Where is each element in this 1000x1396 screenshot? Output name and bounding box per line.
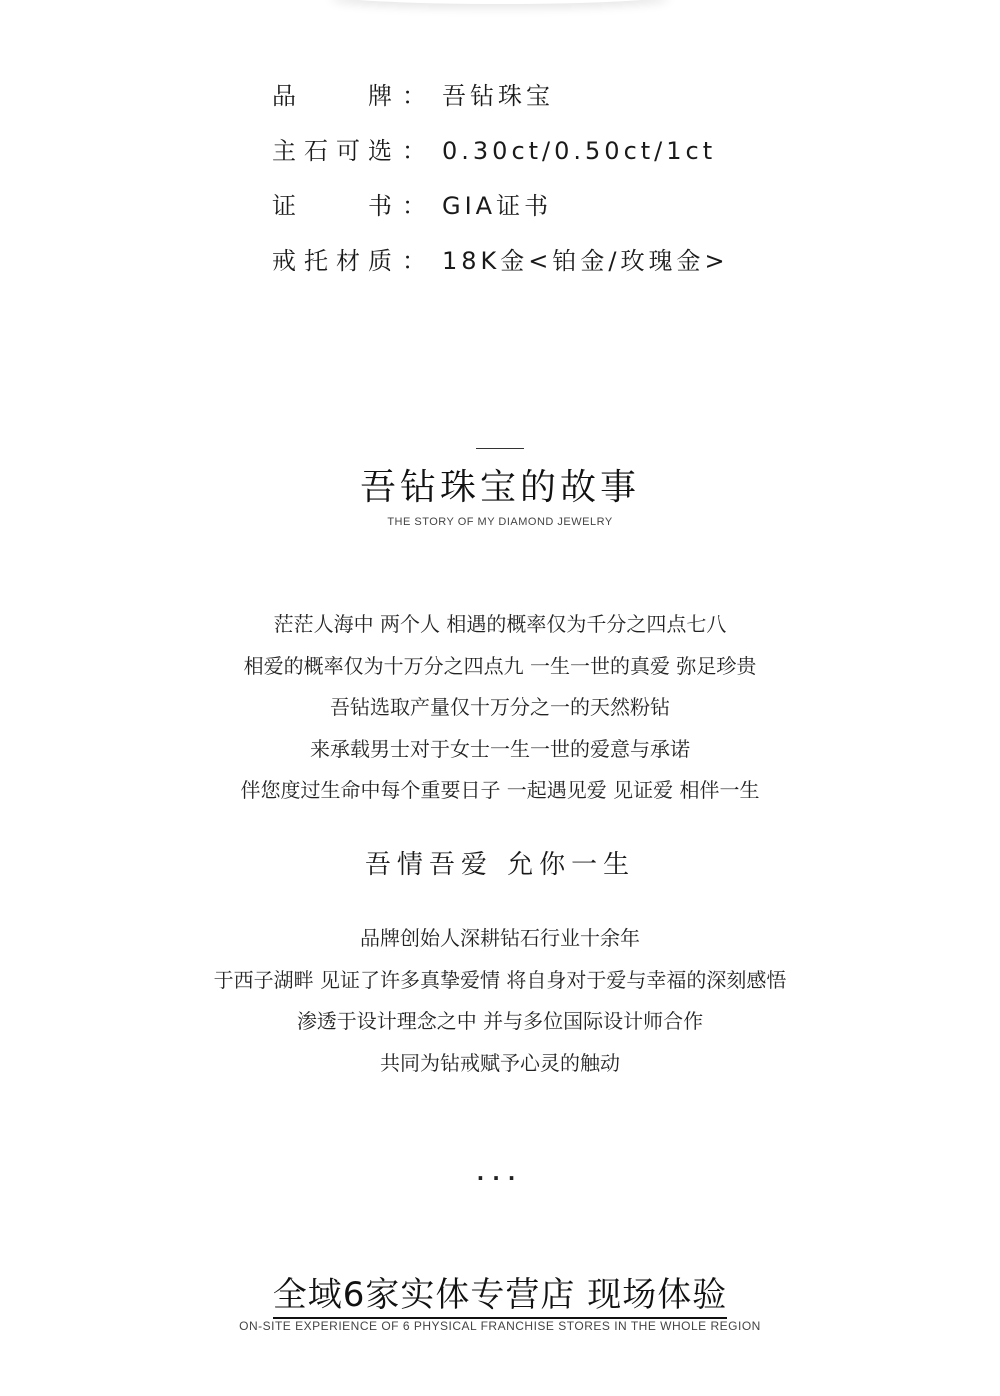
story-paragraph-2 [0,918,1000,1084]
spec-colon: ： [402,82,430,110]
story-line: 吾钻选取产量仅十万分之一的天然粉钻 [330,695,670,720]
story-slogan: 吾情吾爱 允你一生 [364,850,636,880]
story-line: 共同为钻戒赋予心灵的触动 [380,1050,620,1075]
story-line: 渗透于设计理念之中 并与多位国际设计师合作 [296,1009,704,1034]
ellipsis-dots: ... [476,1161,524,1185]
product-specs [272,72,792,292]
section-divider [476,448,524,449]
spec-row-setting-material [272,237,792,292]
spec-label: 证 书 [272,192,396,220]
story-line: 伴您度过生命中每个重要日子 一起遇见爱 见证爱 相伴一生 [240,778,760,803]
story-title: 吾钻珠宝的故事 [359,467,640,508]
spec-colon: ： [402,192,430,220]
story-line: 于西子湖畔 见证了许多真挚爱情 将自身对于爱与幸福的深刻感悟 [213,967,787,992]
top-edge-shadow [330,0,670,4]
spec-row-certificate [272,182,792,237]
stores-subtitle: ON-SITE EXPERIENCE OF 6 PHYSICAL FRANCHISE STORES IN THE WHOLE REGION [239,1319,761,1333]
story-paragraph-1 [0,604,1000,812]
story-line: 茫茫人海中 两个人 相遇的概率仅为千分之四点七八 [273,612,727,636]
spec-colon: ： [402,137,430,165]
stores-title-text: 全域6家实体专营店 现场体验 [273,1275,727,1319]
story-line: 相爱的概率仅为十万分之四点九 一生一世的真爱 弥足珍贵 [243,653,757,678]
spec-value: 0.30ct/0.50ct/1ct [442,137,717,165]
story-line: 来承载男士对于女士一生一世的爱意与承诺 [310,736,690,761]
story-line: 品牌创始人深耕钻石行业十余年 [360,926,640,950]
spec-label: 戒 托 材 质 [272,247,396,275]
spec-label: 品 牌 [272,82,396,110]
spec-colon: ： [402,247,430,275]
spec-row-brand [272,72,792,127]
spec-value: 18K金<铂金/玫瑰金> [442,247,729,275]
spec-label: 主 石 可 选 [272,137,396,165]
stores-title [0,1272,1000,1318]
spec-value: GIA证书 [442,192,553,220]
spec-row-main-stone [272,127,792,182]
story-subtitle: THE STORY OF MY DIAMOND JEWELRY [387,516,613,528]
spec-value: 吾钻珠宝 [442,82,554,110]
